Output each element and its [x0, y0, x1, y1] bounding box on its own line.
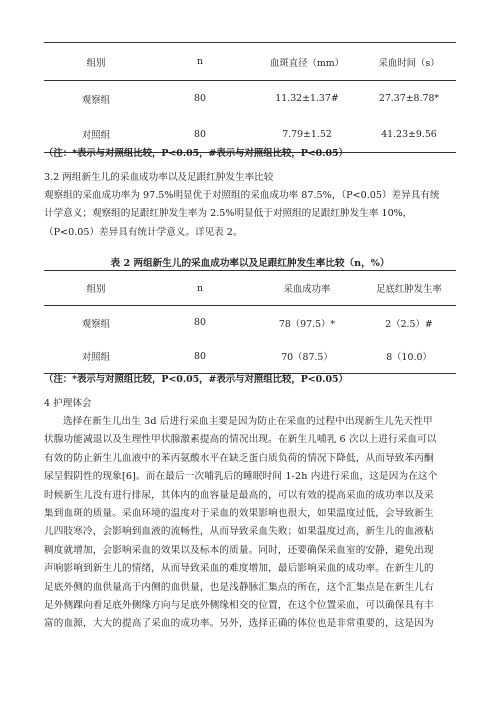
- table-2-header-group: 组别: [86, 284, 106, 295]
- table-1-header-n: n: [196, 56, 204, 67]
- paragraph-line: 富的血源，大大的提高了采血的成功率。另外，选择正确的体位也是非常重要的，这是因为: [44, 618, 434, 630]
- table-cell: 41.23±9.56: [381, 128, 437, 140]
- table-1-header-diameter: 血斑直径（mm）: [269, 57, 345, 69]
- table-cell: 80: [194, 317, 206, 329]
- table-cell: 观察组: [81, 94, 111, 106]
- section-3-2-heading: 3.2 两组新生儿的采血成功率以及足跟红肿发生率比较: [44, 172, 274, 183]
- table-2-caption: 表 2 两组新生儿的采血成功率以及足跟红肿发生率比较（n，%）: [110, 258, 390, 269]
- table-cell: 对照组: [81, 130, 111, 142]
- table-2-header-success: 采血成功率: [283, 284, 331, 295]
- table-2: [44, 270, 456, 374]
- paragraph-line: 状腺功能减退以及生理性甲状腺激素提高的情况出现。在新生儿哺乳 6 次以上进行采血可以: [44, 434, 437, 446]
- table-cell: 27.37±8.78*: [378, 93, 440, 105]
- table-cell: 8（10.0）: [386, 352, 432, 364]
- table-cell: 11.32±1.37#: [275, 93, 339, 105]
- table-row: [44, 340, 456, 374]
- section-4-heading: 4 护理体会: [44, 398, 92, 409]
- table-1: [44, 42, 456, 153]
- paragraph-line: 集到血斑的质量。采血环境的温度对于采血的效果影响也很大，如果温度过低，会导致新生: [44, 508, 434, 520]
- paragraph-line: 声响影响到新生儿的情绪，从而导致采血的难度增加，最后影响采血的成功率。在新生儿的: [44, 563, 434, 575]
- paragraph-line: 有效的防止新生儿血液中的苯丙氨酸水平在缺乏蛋白质负荷的情况下降低，从而导致苯丙酮: [44, 452, 434, 464]
- table-1-header-group: 组别: [86, 57, 106, 69]
- table-2-header-swelling: 足底红肿发生率: [376, 284, 442, 295]
- table-cell: 2（2.5）#: [385, 318, 433, 330]
- paragraph-line: （P<0.05）差异具有统计学意义。详见表 2。: [44, 226, 243, 238]
- table-cell: 对照组: [81, 352, 111, 364]
- table-row: [44, 81, 456, 117]
- table-1-header-row: [44, 43, 456, 81]
- section-3-2-paragraph: [44, 187, 462, 242]
- paragraph-line: 稠度就增加，会影响采血的效果以及标本的质量。同时，还要确保采血室的安静，避免出现: [44, 544, 434, 556]
- table-cell: 70（87.5）: [281, 352, 333, 364]
- table-2-header-n: n: [196, 282, 204, 294]
- table-2-note: （注：*表示与对照组比较，P<0.05，#表示与对照组比较，P<0.05）: [44, 374, 348, 385]
- table-cell: 80: [194, 93, 206, 105]
- table-cell: 观察组: [81, 318, 111, 330]
- paragraph-line: 尿呈假阴性的现象[6]。而在最后一次哺乳后的睡眠时间 1-2h 内进行采血，这是因为在这个: [44, 471, 438, 483]
- paragraph-line: 时候新生儿没有进行排尿，其体内的血容量是最高的，可以有效的提高采血的成功率以及采: [44, 489, 434, 501]
- table-cell: 80: [194, 128, 206, 140]
- table-cell: 80: [194, 350, 206, 362]
- paragraph-line: 儿四肢寒冷，会影响到血液的流畅性，从而导致采血失败；如果温度过高，新生儿的血液粘: [44, 526, 434, 538]
- table-cell: 7.79±1.52: [282, 128, 332, 140]
- table-2-header-row: [44, 271, 456, 306]
- paragraph-line: 计学意义；观察组的足跟红肿发生率为 2.5%明显低于对照组的足跟红肿发生率 10%，: [44, 208, 413, 220]
- table-1-header-time: 采血时间（s）: [378, 57, 440, 69]
- section-4-paragraph: [44, 413, 462, 634]
- paragraph-line: 足底外侧的血供量高于内侧的血供量，也是浅静脉汇集点的所在，这个汇集点是在新生儿右: [44, 581, 434, 593]
- table-1-note: （注：*表示与对照组比较，P<0.05，#表示与对照组比较，P<0.05）: [44, 148, 348, 159]
- paragraph-line: 观察组的采血成功率为 97.5%明显优于对照组的采血成功率 87.5%，（P<0.05）差异具有统: [44, 190, 440, 201]
- table-cell: 78（97.5）*: [278, 318, 336, 330]
- paragraph-line: 足外侧踝向着足底外侧缘方向与足底外侧缘相交的位置，在这个位置采血，可以确保具有丰: [44, 600, 434, 612]
- paragraph-line: 选择在新生儿出生 3d 后进行采血主要是因为防止在采血的过程中出现新生儿先天性甲: [63, 416, 433, 427]
- table-row: [44, 306, 456, 340]
